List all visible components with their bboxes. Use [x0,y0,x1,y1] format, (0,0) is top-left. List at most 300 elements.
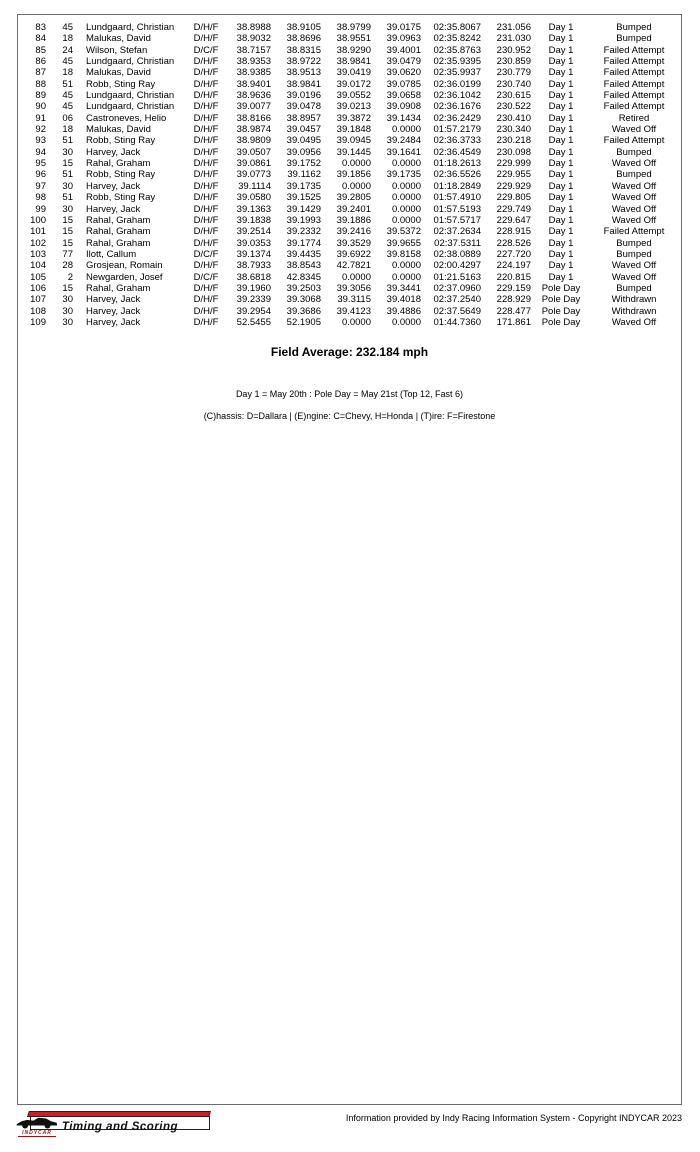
cell-cet: D/H/F [193,22,219,33]
cell-status: Waved Off [611,203,657,215]
cell-lap4: 0.0000 [391,316,421,328]
cell-position: 98 [35,192,46,204]
cell-lap1: 39.1838 [236,214,271,226]
cell-lap3: 0.0000 [341,158,371,170]
cell-driver: Malukas, David [86,67,151,79]
cell-speed: 171.861 [496,316,531,328]
cell-lap3: 39.0213 [336,101,371,113]
cell-cet: D/H/F [193,90,219,102]
cell-speed: 230.340 [496,124,531,136]
cell-total_time: 02:36.3733 [433,135,481,147]
cell-status: Waved Off [611,180,657,192]
cell-car: 51 [62,78,73,90]
cell-speed: 230.410 [496,112,531,124]
cell-cet: D/H/F [193,135,219,147]
cell-day: Day 1 [548,33,574,45]
qualifying-results-table [18,22,681,328]
cell-lap1: 39.1363 [236,203,271,215]
cell-car: 15 [62,282,73,294]
cell-lap4: 39.3441 [386,282,421,294]
cell-day: Day 1 [548,203,574,215]
cell-lap1: 39.2514 [236,226,271,238]
table-row [18,181,681,192]
logo-banner-text: Timing and Scoring [61,1121,179,1133]
cell-speed: 228.526 [496,237,531,249]
table-row [18,124,681,135]
cell-speed: 229.999 [496,158,531,170]
cell-position: 93 [35,135,46,147]
cell-lap2: 39.1993 [286,214,321,226]
field-average-label: Field Average: [270,345,353,360]
cell-day: Day 1 [548,158,574,170]
cell-lap3: 39.1886 [336,214,371,226]
cell-car: 45 [62,101,73,113]
cell-speed: 229.805 [496,192,531,204]
cell-driver: Rahal, Graham [86,226,151,238]
cell-car: 30 [62,203,73,215]
cell-car: 30 [62,180,73,192]
cell-driver: Rahal, Graham [86,158,151,170]
cell-status: Waved Off [611,316,657,328]
cell-cet: D/H/F [193,226,219,238]
cell-driver: Wilson, Stefan [86,44,148,56]
cell-lap2: 39.1774 [286,237,321,249]
cell-driver: Malukas, David [86,124,151,136]
cell-car: 45 [62,22,73,33]
cell-status: Failed Attempt [603,135,665,147]
cell-cet: D/C/F [193,271,219,283]
cell-lap1: 39.1114 [238,180,271,192]
cell-cet: D/H/F [193,124,219,136]
cell-day: Day 1 [548,248,574,260]
copyright-credit: Information provided by Indy Racing Information System - Copyright INDYCAR 2023 [345,1113,682,1123]
cell-lap1: 38.7933 [236,260,271,272]
cell-car: 18 [62,33,73,45]
cell-day: Day 1 [548,112,574,124]
cell-car: 2 [67,271,73,283]
cell-speed: 229.749 [496,203,531,215]
cell-lap2: 38.9513 [286,67,321,79]
cell-car: 15 [62,226,73,238]
report-content-frame [17,14,682,1105]
cell-total_time: 01:57.5193 [433,203,481,215]
cell-driver: Rahal, Graham [86,282,151,294]
cell-lap1: 39.0507 [236,146,271,158]
cell-lap4: 39.0479 [386,56,421,68]
cell-lap3: 39.1848 [336,124,371,136]
cell-driver: Robb, Sting Ray [86,135,156,147]
cell-position: 88 [35,78,46,90]
cell-total_time: 02:35.8763 [433,44,481,56]
cell-lap1: 38.8166 [236,112,271,124]
cell-speed: 230.859 [496,56,531,68]
cell-lap1: 39.0353 [236,237,271,249]
cell-driver: Lundgaard, Christian [86,56,175,68]
cell-lap2: 39.2332 [286,226,321,238]
table-row [18,226,681,237]
table-row [18,158,681,169]
cell-speed: 230.098 [496,146,531,158]
cell-cet: D/C/F [193,44,219,56]
table-row [18,135,681,146]
cell-car: 15 [62,214,73,226]
legend-notes [18,388,681,422]
cell-driver: Lundgaard, Christian [86,22,175,33]
cell-total_time: 01:57.5717 [433,214,481,226]
cell-total_time: 01:57.4910 [433,192,481,204]
cell-lap1: 38.7157 [236,44,271,56]
table-row [18,215,681,226]
cell-day: Pole Day [541,316,581,328]
cell-car: 30 [62,316,73,328]
cell-position: 92 [35,124,46,136]
cell-lap2: 39.3686 [286,305,321,317]
cell-total_time: 01:18.2613 [433,158,481,170]
cell-position: 105 [30,271,46,283]
cell-lap2: 42.8345 [286,271,321,283]
cell-position: 109 [30,316,46,328]
cell-lap2: 39.1752 [286,158,321,170]
indycar-wordmark: INDYCAR [18,1130,56,1137]
cell-position: 89 [35,90,46,102]
cell-lap1: 39.0077 [236,101,271,113]
cell-day: Day 1 [548,260,574,272]
cell-day: Day 1 [548,180,574,192]
cell-position: 99 [35,203,46,215]
cell-lap3: 0.0000 [341,180,371,192]
cell-lap3: 42.7821 [336,260,371,272]
cell-lap3: 39.0172 [336,78,371,90]
cell-lap3: 38.9290 [336,44,371,56]
cell-lap4: 39.8158 [386,248,421,260]
cell-status: Bumped [616,146,652,158]
cell-driver: Ilott, Callum [86,248,137,260]
cell-day: Day 1 [548,101,574,113]
cell-status: Waved Off [611,214,657,226]
cell-total_time: 02:37.0960 [433,282,481,294]
cell-status: Failed Attempt [603,78,665,90]
table-row [18,317,681,328]
cell-lap1: 38.8988 [236,22,271,33]
cell-driver: Rahal, Graham [86,214,151,226]
cell-position: 91 [35,112,46,124]
cell-lap3: 38.9841 [336,56,371,68]
cell-total_time: 02:37.2634 [433,226,481,238]
cell-total_time: 02:37.2540 [433,294,481,306]
cell-speed: 229.929 [496,180,531,192]
cell-lap2: 52.1905 [286,316,321,328]
cell-car: 51 [62,192,73,204]
cell-status: Failed Attempt [603,67,665,79]
table-row [18,33,681,44]
cell-day: Day 1 [548,78,574,90]
cell-cet: D/H/F [193,282,219,294]
cell-driver: Newgarden, Josef [86,271,163,283]
cell-day: Pole Day [541,282,581,294]
timing-and-scoring-logo [16,1108,216,1140]
cell-lap4: 39.9655 [386,237,421,249]
cell-lap4: 0.0000 [391,192,421,204]
cell-cet: D/H/F [193,112,219,124]
cell-day: Day 1 [548,67,574,79]
cell-driver: Malukas, David [86,33,151,45]
cell-position: 96 [35,169,46,181]
cell-driver: Grosjean, Romain [86,260,163,272]
cell-lap4: 0.0000 [391,271,421,283]
cell-position: 97 [35,180,46,192]
cell-lap2: 39.0956 [286,146,321,158]
table-row [18,306,681,317]
cell-lap4: 39.1434 [386,112,421,124]
chassis-engine-tire-legend-note: (C)hassis: D=Dallara | (E)ngine: C=Chevy, H=Honda | (T)ire: F=Firestone [203,411,496,422]
cell-lap3: 39.2805 [336,192,371,204]
table-row [18,283,681,294]
cell-position: 106 [30,282,46,294]
cell-position: 87 [35,67,46,79]
cell-speed: 228.477 [496,305,531,317]
table-row [18,101,681,112]
cell-lap1: 38.9353 [236,56,271,68]
cell-position: 90 [35,101,46,113]
cell-lap1: 39.2954 [236,305,271,317]
cell-lap1: 38.9401 [236,78,271,90]
cell-driver: Harvey, Jack [86,305,141,317]
cell-driver: Castroneves, Helio [86,112,167,124]
cell-car: 45 [62,56,73,68]
cell-lap4: 39.4886 [386,305,421,317]
cell-lap4: 39.0175 [386,22,421,33]
cell-speed: 229.955 [496,169,531,181]
cell-lap4: 0.0000 [391,203,421,215]
qualifying-table-body [18,22,681,328]
cell-driver: Rahal, Graham [86,237,151,249]
cell-total_time: 01:44.7360 [433,316,481,328]
cell-day: Day 1 [548,44,574,56]
cell-speed: 228.929 [496,294,531,306]
cell-lap3: 39.1856 [336,169,371,181]
cell-lap4: 39.2484 [386,135,421,147]
table-row [18,249,681,260]
cell-cet: D/H/F [193,158,219,170]
cell-status: Waved Off [611,271,657,283]
cell-position: 100 [30,214,46,226]
cell-driver: Robb, Sting Ray [86,192,156,204]
cell-lap3: 39.0419 [336,67,371,79]
cell-lap1: 38.9809 [236,135,271,147]
cell-driver: Lundgaard, Christian [86,90,175,102]
cell-cet: D/H/F [193,146,219,158]
cell-status: Waved Off [611,124,657,136]
cell-lap2: 38.8315 [286,44,321,56]
cell-status: Bumped [616,237,652,249]
cell-lap3: 39.3872 [336,112,371,124]
cell-lap3: 39.3115 [337,294,371,306]
cell-lap3: 39.2416 [336,226,371,238]
cell-status: Failed Attempt [603,101,665,113]
cell-cet: D/H/F [193,294,219,306]
cell-status: Failed Attempt [603,44,665,56]
cell-status: Bumped [616,282,652,294]
cell-day: Day 1 [548,124,574,136]
cell-status: Waved Off [611,192,657,204]
cell-position: 104 [30,260,46,272]
cell-cet: D/H/F [193,78,219,90]
cell-day: Pole Day [541,294,581,306]
cell-day: Day 1 [548,169,574,181]
cell-speed: 230.218 [496,135,531,147]
cell-status: Failed Attempt [603,56,665,68]
table-row [18,67,681,78]
cell-lap3: 0.0000 [341,316,371,328]
cell-lap2: 38.8696 [286,33,321,45]
cell-status: Failed Attempt [603,226,665,238]
cell-driver: Harvey, Jack [86,146,141,158]
cell-speed: 230.522 [496,101,531,113]
cell-total_time: 01:21.5163 [433,271,481,283]
cell-lap4: 39.5372 [386,226,421,238]
cell-speed: 230.615 [496,90,531,102]
cell-cet: D/H/F [193,237,219,249]
cell-total_time: 02:35.8242 [433,33,481,45]
table-row [18,238,681,249]
cell-lap4: 39.1641 [386,146,421,158]
cell-driver: Robb, Sting Ray [86,78,156,90]
cell-speed: 230.952 [496,44,531,56]
cell-lap4: 39.0785 [386,78,421,90]
cell-lap2: 38.9841 [286,78,321,90]
cell-car: 30 [62,294,73,306]
cell-cet: D/H/F [193,33,219,45]
cell-day: Day 1 [548,226,574,238]
cell-lap2: 39.0495 [286,135,321,147]
table-row [18,90,681,101]
cell-lap2: 39.0478 [286,101,321,113]
cell-lap1: 39.0773 [236,169,271,181]
cell-lap4: 0.0000 [391,260,421,272]
cell-status: Bumped [616,22,652,33]
cell-lap3: 39.0945 [336,135,371,147]
cell-lap2: 38.9105 [286,22,321,33]
cell-lap4: 0.0000 [391,214,421,226]
cell-total_time: 01:57.2179 [433,124,481,136]
cell-cet: D/H/F [193,203,219,215]
cell-cet: D/H/F [193,56,219,68]
table-row [18,169,681,180]
cell-car: 30 [62,305,73,317]
cell-car: 51 [62,135,73,147]
cell-status: Bumped [616,169,652,181]
cell-lap2: 38.8543 [286,260,321,272]
cell-lap2: 39.1162 [287,169,321,181]
cell-lap3: 39.2401 [336,203,371,215]
cell-total_time: 02:35.8067 [433,22,481,33]
cell-cet: D/H/F [193,305,219,317]
cell-lap2: 39.0457 [286,124,321,136]
field-average [18,345,681,359]
cell-lap2: 38.9722 [286,56,321,68]
cell-lap1: 38.9032 [236,33,271,45]
cell-total_time: 02:36.1042 [433,90,481,102]
cell-position: 94 [35,146,46,158]
cell-cet: D/H/F [193,180,219,192]
cell-lap3: 38.9799 [336,22,371,33]
table-row [18,45,681,56]
cell-lap3: 39.1445 [336,146,371,158]
table-row [18,113,681,124]
cell-total_time: 02:36.4549 [433,146,481,158]
cell-position: 103 [30,248,46,260]
cell-day: Day 1 [548,22,574,33]
cell-lap4: 39.1735 [386,169,421,181]
cell-day: Day 1 [548,135,574,147]
cell-lap1: 39.2339 [236,294,271,306]
cell-car: 18 [62,124,73,136]
table-row [18,272,681,283]
cell-lap1: 39.0580 [236,192,271,204]
cell-lap1: 38.9636 [236,90,271,102]
cell-car: 06 [62,112,73,124]
cell-speed: 220.815 [496,271,531,283]
cell-speed: 230.779 [496,67,531,79]
cell-cet: D/H/F [193,101,219,113]
cell-lap4: 39.0620 [386,67,421,79]
cell-car: 28 [62,260,73,272]
cell-total_time: 02:36.5526 [433,169,481,181]
cell-lap3: 39.3056 [336,282,371,294]
cell-lap2: 39.2503 [286,282,321,294]
table-row [18,79,681,90]
cell-lap1: 39.0861 [236,158,271,170]
cell-driver: Lundgaard, Christian [86,101,175,113]
cell-total_time: 02:35.9395 [433,56,481,68]
cell-day: Day 1 [548,90,574,102]
cell-speed: 231.056 [496,22,531,33]
cell-driver: Harvey, Jack [86,203,141,215]
cell-lap3: 39.0552 [336,90,371,102]
cell-car: 51 [62,169,73,181]
table-row [18,147,681,158]
cell-lap4: 39.0658 [386,90,421,102]
cell-total_time: 02:37.5311 [434,237,481,249]
table-row [18,56,681,67]
cell-total_time: 02:36.1676 [433,101,481,113]
cell-position: 95 [35,158,46,170]
cell-day: Day 1 [548,271,574,283]
cell-lap1: 38.9874 [236,124,271,136]
table-row [18,22,681,33]
cell-cet: D/H/F [193,169,219,181]
cell-day: Pole Day [541,305,581,317]
cell-lap3: 0.0000 [341,271,371,283]
cell-lap2: 39.4435 [286,248,321,260]
table-row [18,260,681,271]
cell-lap2: 39.0196 [286,90,321,102]
cell-status: Withdrawn [611,294,657,306]
cell-total_time: 02:36.0199 [433,78,481,90]
table-row [18,294,681,305]
cell-status: Withdrawn [611,305,657,317]
cell-car: 24 [62,44,73,56]
cell-lap4: 39.0963 [386,33,421,45]
cell-day: Day 1 [548,214,574,226]
cell-cet: D/H/F [193,260,219,272]
cell-day: Day 1 [548,192,574,204]
cell-driver: Robb, Sting Ray [86,169,156,181]
cell-total_time: 02:36.2429 [433,112,481,124]
cell-position: 83 [35,22,46,33]
cell-status: Waved Off [611,260,657,272]
cell-lap1: 52.5455 [236,316,271,328]
